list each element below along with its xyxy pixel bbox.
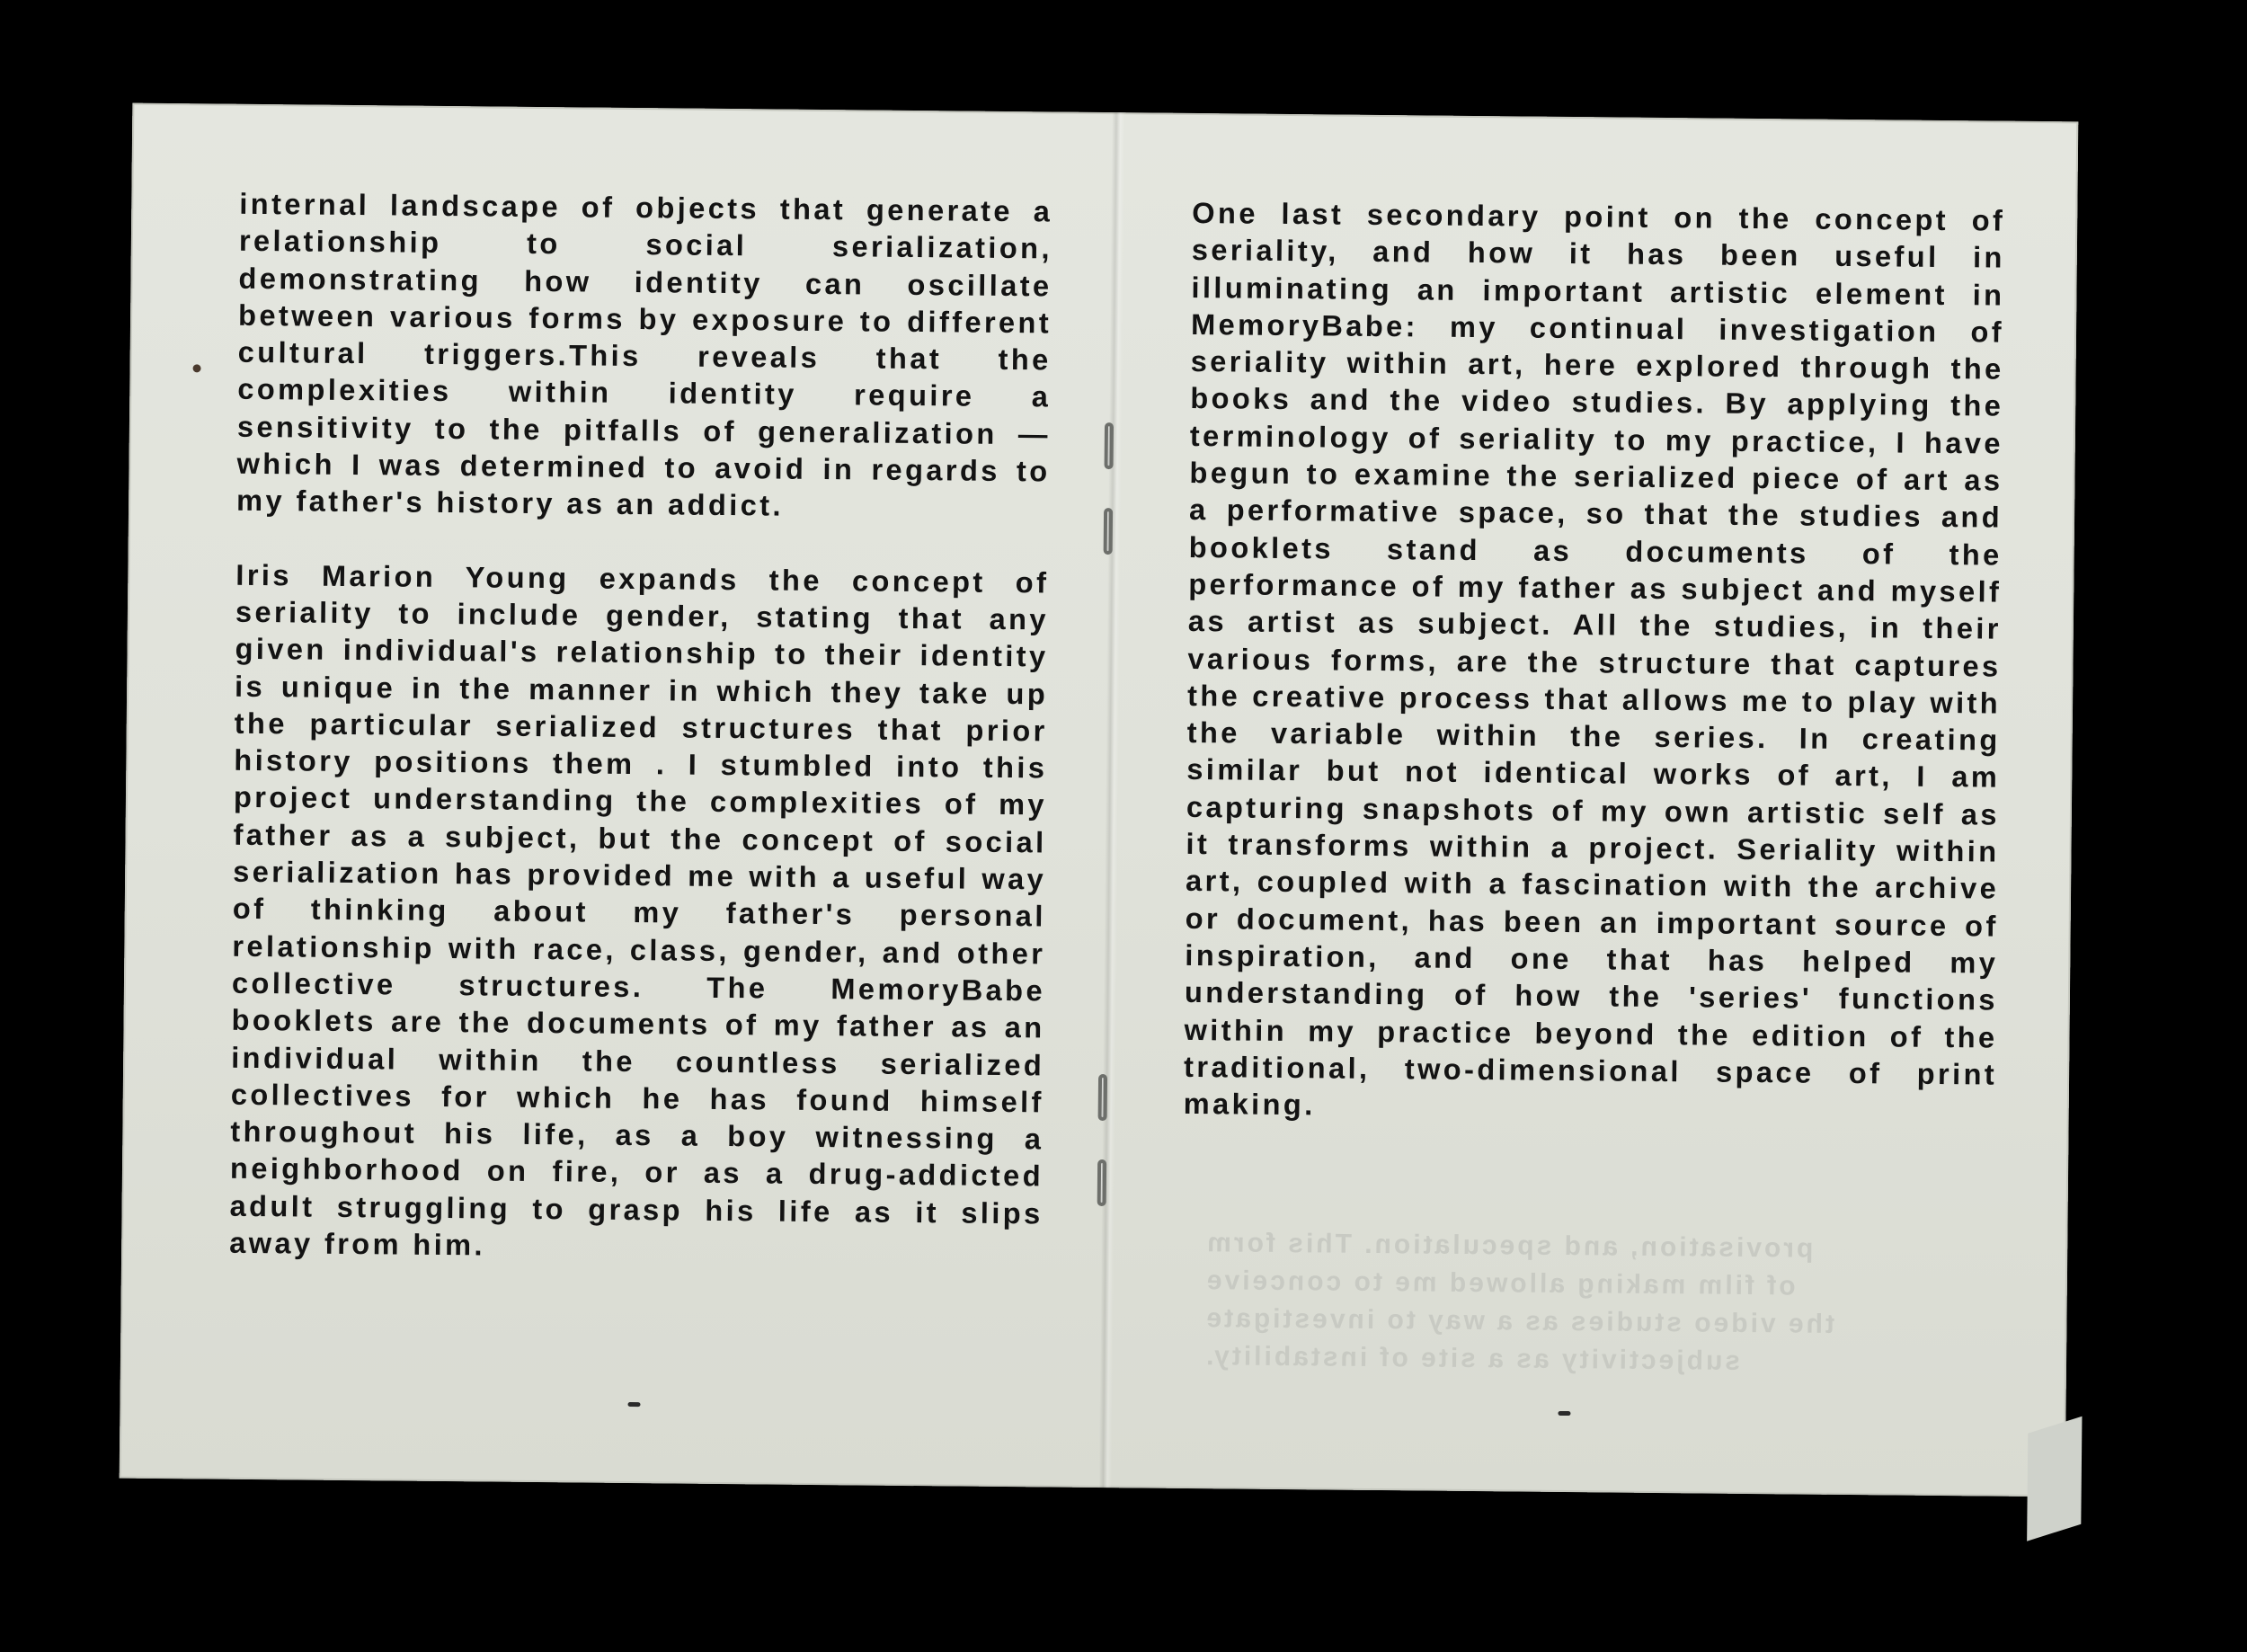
booklet-spread	[120, 103, 2079, 1497]
staple-top-lower	[1104, 508, 1113, 555]
paper-speck	[193, 364, 201, 372]
right-paragraph-1: One last secondary point on the concept of seriality, and how it has been useful in illuminating an important artistic element in MemoryBabe: my continual investigation of seriality within art, here explored through the books and the video studies. By applying the terminology of seriality to my practice, I have begun to examine the serialized piece of art as a performative space, so that the studies and booklets stand as documents of the performance of my father as subject and myself as artist as subject. All the studies, in their various forms, are the structure that captures the creative process that allows me to play with the variable within the series. In creating similar but not identical works of art, I am capturing snapshots of my own artistic self as it transforms within a project. Seriality within art, coupled with a fascination with the archive or document, has been an important source of inspiration, and one that has helped my understanding of how the 'series' functions within my practice beyond the edition of the traditional, two-dimensional space of print making.	[1183, 195, 2006, 1122]
right-page-mark	[1558, 1411, 1570, 1416]
staple-bottom-lower	[1097, 1159, 1106, 1206]
show-through-line: the video studies as a way to investigate	[1203, 1303, 1835, 1339]
staple-bottom-upper	[1098, 1074, 1107, 1121]
left-page-column	[229, 185, 1052, 1269]
staple-top-upper	[1105, 422, 1114, 469]
left-page-mark	[627, 1402, 640, 1407]
right-page-column	[1184, 194, 2006, 1130]
center-fold	[1099, 112, 1125, 1488]
left-paragraph-1: internal landscape of objects that generate a relationship to social serialization, demonstrating how identity can oscillate between various forms by exposure to different cultural triggers.This reveals that the complexities within identity require a sensitivity to the pitfalls of generalization — which I was determined to avoid in regards to my father's history as an addict.	[235, 186, 1053, 522]
show-through-line: subjectivity as a site of instability.	[1203, 1341, 1741, 1376]
show-through-line: of film making allowed me to conceive	[1203, 1266, 1796, 1301]
show-through-line: provisation, and speculation. This form	[1204, 1228, 1814, 1264]
left-paragraph-2: Iris Marion Young expands the concept of seriality to include gender, stating that any given individual's relationship to their identity is unique in the manner in which they take up the particular serialized structures that prior history positions them . I stumbled into this project understanding the complexities of my father as a subject, but the concept of social serialization has provided me with a useful way of thinking about my father's personal relationship with race, class, gender, and other collective structures. The MemoryBabe booklets are the documents of my father as an individual within the countless serialized collectives for which he has found himself throughout his life, as a boy witnessing a neighborhood on fire, or as a drug-addicted adult struggling to grasp his life as it slips away from him.	[229, 557, 1050, 1262]
